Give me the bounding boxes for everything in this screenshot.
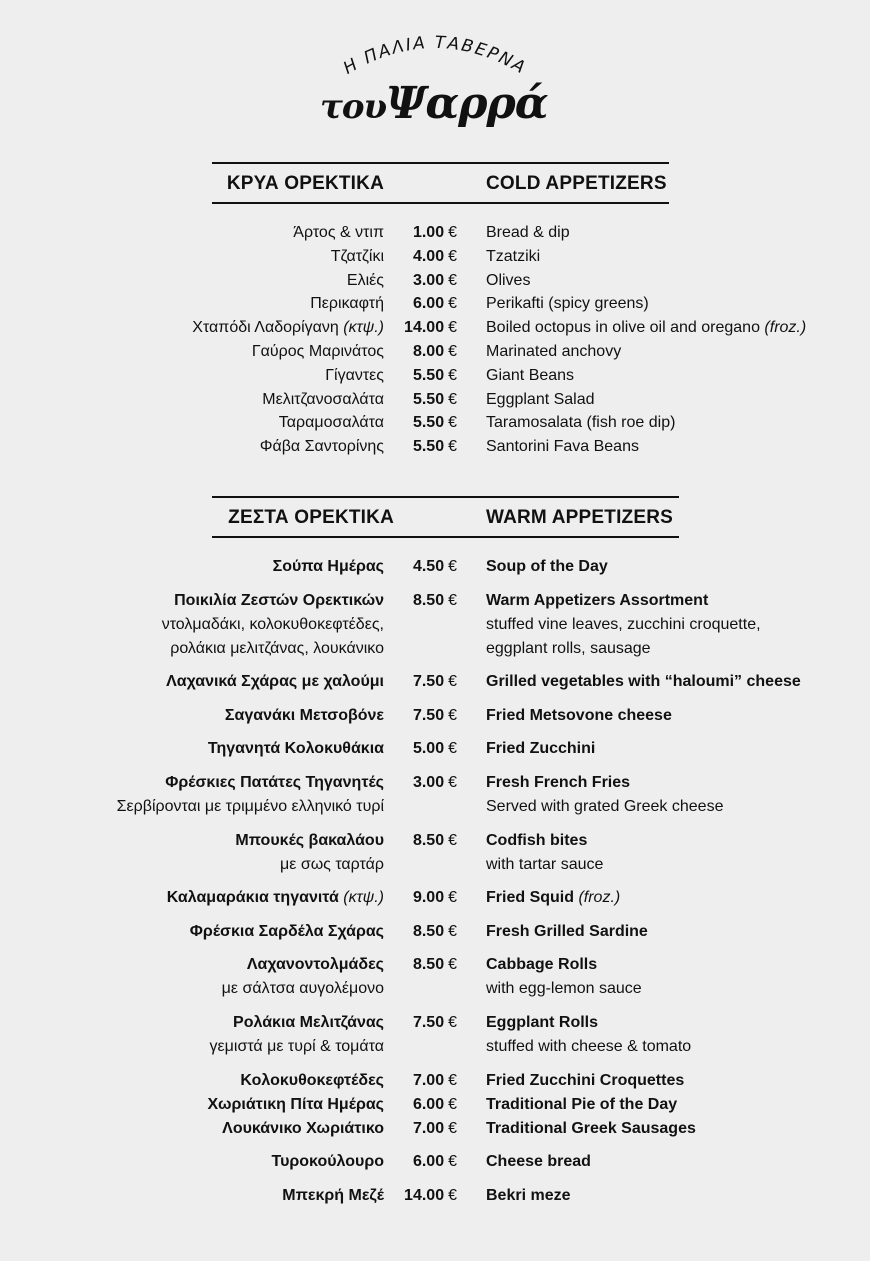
item-name-en: Bread & dip — [486, 224, 570, 241]
warm-title-gr: ΖΕΣΤΑ ΟΡΕΚΤΙΚΑ — [228, 507, 394, 528]
item-price: 9.00 € — [412, 889, 457, 907]
item-price: 5.50 € — [412, 414, 457, 432]
menu-item-row — [0, 614, 870, 638]
item-name-gr: Φρέσκιες Πατάτες Τηγανητές — [165, 774, 384, 791]
item-price: 7.50 € — [412, 1014, 457, 1031]
item-price: 1.00 € — [412, 224, 457, 241]
item-name-en: Fresh Grilled Sardine — [486, 922, 648, 940]
item-name-gr: Μελιτζανοσαλάτα — [262, 390, 384, 408]
cold-section-header — [212, 162, 669, 204]
currency-symbol: € — [448, 271, 457, 289]
item-name-en: Cheese bread — [486, 1153, 591, 1171]
item-name-gr: Σερβίρονται με τριμμένο ελληνικό τυρί — [116, 798, 384, 815]
item-name-en: Codfish bites — [486, 831, 588, 849]
item-name-en: Served with grated Greek cheese — [486, 798, 724, 815]
currency-symbol: € — [448, 889, 457, 907]
item-name-gr: Ρολάκια Μελιτζάνας — [233, 1014, 384, 1031]
item-price: 6.00 € — [412, 1153, 457, 1171]
menu-item-row — [0, 705, 870, 729]
item-name-gr: Τυροκούλουρο — [271, 1153, 384, 1171]
item-price: 14.00 € — [404, 1186, 457, 1204]
item-name-gr: Φάβα Σαντορίνης — [259, 438, 384, 456]
menu-item-row — [0, 830, 870, 854]
logo — [320, 78, 560, 129]
menu-item-row — [0, 1036, 870, 1060]
menu-item-row — [0, 412, 870, 436]
currency-symbol: € — [448, 1095, 457, 1113]
menu-item-row — [0, 222, 870, 246]
item-name-en: Perikafti (spicy greens) — [486, 295, 649, 313]
item-name-en: Santorini Fava Beans — [486, 438, 639, 456]
item-name-en: Fried Squid (froz.) — [486, 889, 621, 907]
item-name-en: Fresh French Fries — [486, 774, 631, 791]
item-name-en: with tartar sauce — [486, 855, 604, 873]
item-price: 8.50 € — [412, 956, 457, 974]
item-price: 14.00 € — [404, 319, 457, 337]
currency-symbol: € — [448, 673, 457, 691]
item-price: 7.50 € — [412, 706, 457, 724]
item-name-gr: Λουκάνικο Χωριάτικο — [222, 1119, 384, 1137]
item-name-en: with egg-lemon sauce — [486, 980, 642, 998]
currency-symbol: € — [448, 343, 457, 360]
item-price: 5.00 € — [412, 740, 457, 758]
currency-symbol: € — [448, 1071, 457, 1089]
currency-symbol: € — [448, 1186, 457, 1204]
currency-symbol: € — [448, 1119, 457, 1137]
item-price: 3.00 € — [412, 774, 457, 791]
item-name-en: Fried Metsovone cheese — [486, 706, 672, 724]
menu-item-row — [0, 978, 870, 1002]
item-name-gr: Άρτος & ντιπ — [293, 224, 384, 241]
item-name-gr: Γίγαντες — [325, 366, 384, 384]
menu-item-row — [0, 1094, 870, 1118]
item-name-en: Giant Beans — [486, 366, 575, 384]
currency-symbol: € — [448, 319, 457, 337]
item-name-en: stuffed with cheese & tomato — [486, 1038, 692, 1055]
item-name-en: Taramosalata (fish roe dip) — [486, 414, 676, 432]
item-price: 5.50 € — [412, 390, 457, 408]
menu-item-row — [0, 954, 870, 978]
menu-item-row — [0, 1151, 870, 1175]
currency-symbol: € — [448, 295, 457, 313]
item-name-gr: Μπεκρή Μεζέ — [282, 1186, 384, 1204]
item-price: 6.00 € — [412, 1095, 457, 1113]
item-name-gr: Ελιές — [346, 271, 384, 289]
logo-prefix: του — [320, 87, 387, 127]
menu-item-row — [0, 738, 870, 762]
item-name-en: Boiled octopus in olive oil and oregano (froz.) — [486, 319, 807, 337]
menu-item-row — [0, 590, 870, 614]
currency-symbol: € — [448, 390, 457, 408]
logo-name: Ψαρρά — [386, 78, 548, 129]
cold-title-en: COLD APPETIZERS — [486, 173, 667, 194]
item-price: 4.00 € — [412, 247, 457, 265]
menu-item-row — [0, 772, 870, 796]
item-name-en: eggplant rolls, sausage — [486, 639, 651, 657]
item-name-gr: ντολμαδάκι, κολοκυθοκεφτέδες, — [161, 615, 384, 633]
currency-symbol: € — [448, 1014, 457, 1031]
item-name-en: Traditional Pie of the Day — [486, 1095, 678, 1113]
menu-item-row — [0, 293, 870, 317]
currency-symbol: € — [448, 591, 457, 609]
item-name-gr: Λαχανοντολμάδες — [246, 956, 384, 974]
menu-item-row — [0, 317, 870, 341]
currency-symbol: € — [448, 831, 457, 849]
item-name-en: Tzatziki — [486, 247, 541, 265]
currency-symbol: € — [448, 922, 457, 940]
item-price: 7.50 € — [412, 673, 457, 691]
currency-symbol: € — [448, 706, 457, 724]
currency-symbol: € — [448, 224, 457, 241]
menu-item-row — [0, 365, 870, 389]
menu-item-row — [0, 270, 870, 294]
menu-item-row — [0, 671, 870, 695]
menu-item-row — [0, 436, 870, 460]
item-price: 7.00 € — [412, 1119, 457, 1137]
menu-item-row — [0, 389, 870, 413]
item-name-en: Fried Zucchini — [486, 740, 596, 758]
item-price: 8.50 € — [412, 591, 457, 609]
item-price: 8.50 € — [412, 922, 457, 940]
item-price: 5.50 € — [412, 438, 457, 456]
item-name-gr: με σως ταρτάρ — [280, 855, 384, 873]
item-name-en: Warm Appetizers Assortment — [486, 591, 709, 609]
item-name-en: Olives — [486, 271, 531, 289]
currency-symbol: € — [448, 1153, 457, 1171]
menu-item-row — [0, 1118, 870, 1142]
item-name-gr: Τζατζίκι — [330, 247, 384, 265]
menu-item-row — [0, 341, 870, 365]
item-price: 4.50 € — [412, 558, 457, 575]
item-price: 5.50 € — [412, 366, 457, 384]
warm-section-header — [212, 496, 679, 538]
item-name-gr: Σούπα Ημέρας — [272, 558, 384, 575]
item-price: 6.00 € — [412, 295, 457, 313]
menu-item-row — [0, 556, 870, 580]
item-name-gr: Χωριάτικη Πίτα Ημέρας — [207, 1095, 384, 1113]
item-note-en: (froz.) — [764, 319, 807, 337]
item-name-gr: με σάλτσα αυγολέμονο — [221, 980, 384, 998]
currency-symbol: € — [448, 740, 457, 758]
item-name-gr: Ποικιλία Ζεστών Ορεκτικών — [174, 591, 384, 609]
currency-symbol: € — [448, 956, 457, 974]
currency-symbol: € — [448, 438, 457, 456]
item-name-gr: γεμιστά με τυρί & τομάτα — [209, 1038, 384, 1055]
menu-item-row — [0, 921, 870, 945]
item-name-en: Bekri meze — [486, 1186, 571, 1204]
item-note-gr: (κτψ.) — [343, 889, 384, 907]
item-name-gr: Χταπόδι Λαδορίγανη (κτψ.) — [192, 319, 384, 337]
item-price: 7.00 € — [412, 1071, 457, 1089]
item-name-gr: Φρέσκια Σαρδέλα Σχάρας — [189, 922, 384, 940]
logo-arc-label: Η ΠΑΛΙΑ ΤΑΒΕΡΝΑ — [340, 32, 531, 78]
item-name-en: Eggplant Salad — [486, 390, 595, 408]
item-name-gr: Κολοκυθοκεφτέδες — [240, 1071, 384, 1089]
item-name-en: Fried Zucchini Croquettes — [486, 1071, 685, 1089]
item-name-en: Eggplant Rolls — [486, 1014, 598, 1031]
item-note-en: (froz.) — [578, 889, 621, 907]
currency-symbol: € — [448, 414, 457, 432]
item-price: 8.50 € — [412, 831, 457, 849]
logo-arc-text — [335, 18, 535, 78]
item-name-gr: Ταραμοσαλάτα — [278, 414, 384, 432]
item-name-gr: Λαχανικά Σχάρας με χαλούμι — [166, 673, 384, 691]
currency-symbol: € — [448, 774, 457, 791]
item-name-gr: ρολάκια μελιτζάνας, λουκάνικο — [170, 639, 384, 657]
item-name-en: stuffed vine leaves, zucchini croquette, — [486, 615, 761, 633]
item-name-gr: Γαύρος Μαρινάτος — [251, 343, 384, 360]
menu-item-row — [0, 854, 870, 878]
menu-item-row — [0, 796, 870, 820]
item-name-gr: Περικαφτή — [310, 295, 384, 313]
cold-title-gr: ΚΡΥΑ ΟΡΕΚΤΙΚΑ — [226, 173, 384, 194]
menu-item-row — [0, 1012, 870, 1036]
item-name-en: Soup of the Day — [486, 558, 608, 575]
svg-text:Η ΠΑΛΙΑ ΤΑΒΕΡΝΑ — [340, 33, 530, 78]
item-price: 8.00 € — [412, 343, 457, 360]
menu-item-row — [0, 887, 870, 911]
item-name-en: Cabbage Rolls — [486, 956, 598, 974]
item-note-gr: (κτψ.) — [343, 319, 384, 337]
menu-item-row — [0, 638, 870, 662]
menu-item-row — [0, 1070, 870, 1094]
currency-symbol: € — [448, 247, 457, 265]
menu-item-row — [0, 246, 870, 270]
item-name-gr: Τηγανητά Κολοκυθάκια — [207, 740, 384, 758]
item-price: 3.00 € — [412, 271, 457, 289]
item-name-en: Grilled vegetables with “haloumi” cheese — [486, 673, 801, 691]
item-name-en: Traditional Greek Sausages — [486, 1119, 696, 1137]
item-name-gr: Σαγανάκι Μετσοβόνε — [224, 706, 384, 724]
item-name-gr: Καλαμαράκια τηγανιτά (κτψ.) — [166, 889, 384, 907]
warm-title-en: WARM APPETIZERS — [486, 507, 674, 528]
menu-item-row — [0, 1185, 870, 1209]
currency-symbol: € — [448, 366, 457, 384]
currency-symbol: € — [448, 558, 457, 575]
item-name-gr: Μπουκές βακαλάου — [235, 831, 384, 849]
item-name-en: Marinated anchovy — [486, 343, 622, 360]
